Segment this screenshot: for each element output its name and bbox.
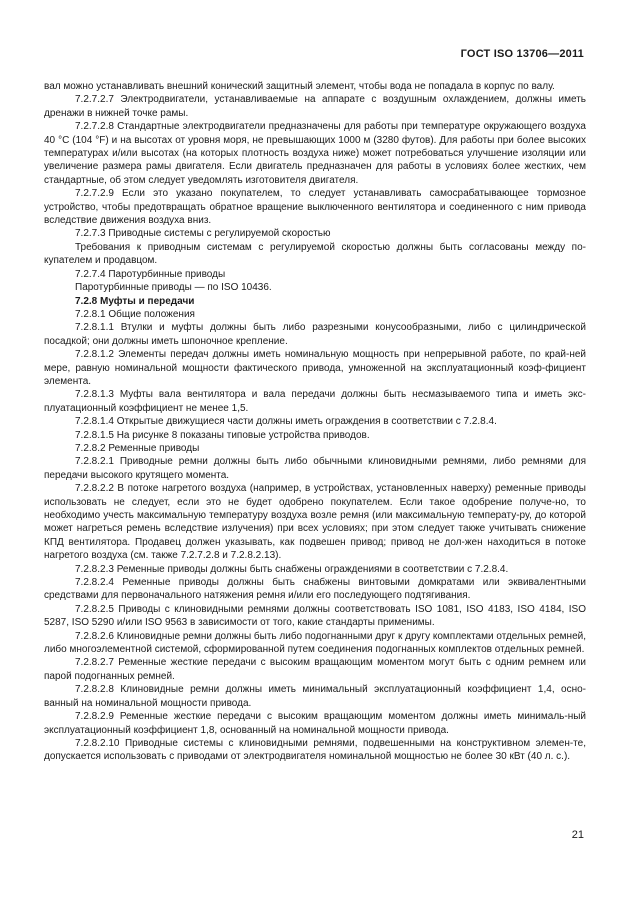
paragraph: 7.2.8.2.3 Ременные приводы должны быть снабжены ограждениями в соответствии с 7.2.8.4. xyxy=(75,563,509,575)
paragraph: 7.2.8.2.1 Приводные ремни должны быть либо обычными клиновидными ремнями, либо ремнями для передачи высокого крутящего момента. xyxy=(44,456,586,481)
paragraph: 7.2.8.1.4 Открытые движущиеся части должны иметь ограждения в соответствии с 7.2.8.4. xyxy=(75,416,497,428)
paragraph: 7.2.8.2.4 Ременные приводы должны быть снабжены винтовыми домкратами или эквивалентными средствами для первоначального натяжения ремня и/или его последующего подтягивания. xyxy=(44,577,586,602)
document-header: ГОСТ ISO 13706—2011 xyxy=(460,48,584,60)
paragraph: 7.2.8.2.7 Ременные жесткие передачи с высоким вращающим моментом могут быть с одним ремнем или парой подогнанных ремней. xyxy=(44,657,586,682)
paragraph: 7.2.8.2.5 Приводы с клиновидными ремнями должны соответствовать ISO 1081, ISO 4183, ISO 4184, ISO 5287, ISO 5290 и/или ISO 9563 в зависимости от того, какие стандарты применимы. xyxy=(44,603,586,629)
paragraph: 7.2.8.1.3 Муфты вала вентилятора и вала передачи должны быть несмазываемого типа и иметь экс-плуатационный коэффициент не менее 1,5. xyxy=(44,389,586,414)
paragraph: 7.2.8.2.8 Клиновидные ремни должны иметь минимальный эксплуатационный коэффициент 1,4, осно-ванный на номинальной мощности привода. xyxy=(44,684,586,709)
paragraph: 7.2.7.3 Приводные системы с регулируемой скоростью xyxy=(75,228,331,240)
paragraph: 7.2.7.2.8 Стандартные электродвигатели предназначены для работы при температуре окружающего воздуха 40 °С (104 °F) и на высотах от уровня моря, не превышающих 1000 м (3280 футов). Для работы при более высоких температурах и/или высотах (на которых плотность воздуха ниже) может потребоваться улучшение изоляции или увеличение размера рамы двигателя. Если двигатель предназначен для работы в условиях более жестких, чем стандартные, об этом следует уведомлять изготовителя двигателя. xyxy=(44,121,586,186)
paragraph: 7.2.8 Муфты и передачи xyxy=(75,295,195,307)
paragraph: 7.2.7.2.7 Электродвигатели, устанавливаемые на аппарате с воздушным охлаждением, должны иметь дренажи в нижней точке рамы. xyxy=(44,94,586,119)
paragraph: 7.2.8.1.1 Втулки и муфты должны быть либо разрезными конусообразными, либо с цилиндрической посадкой; они должны иметь шпоночное крепление. xyxy=(44,322,586,347)
paragraph: Паротурбинные приводы — по ISO 10436. xyxy=(75,282,272,294)
paragraph: 7.2.7.2.9 Если это указано покупателем, то следует устанавливать самосрабатывающее тормозное устройство, чтобы предотвращать обратное вращение выключенного вентилятора и соединенного с ним привода вследствие движения воздуха вниз. xyxy=(44,188,586,227)
paragraph: вал можно устанавливать внешний конический защитный элемент, чтобы вода не попадала в корпус по валу. xyxy=(44,81,555,92)
paragraph: 7.2.8.2.9 Ременные жесткие передачи с высоким вращающим моментом должны иметь минималь-ный эксплуатационный коэффициент 1,8, основанный на номинальной мощности привода. xyxy=(44,711,586,736)
paragraph: 7.2.8.1.2 Элементы передач должны иметь номинальную мощность при непрерывной работе, по край-ней мере, равную номинальной мощности фактического привода, умноженной на эксплуатационный коэф-фициент элемента. xyxy=(44,349,586,387)
document-body xyxy=(44,80,586,764)
paragraph: 7.2.8.1 Общие положения xyxy=(75,308,195,320)
paragraph: 7.2.8.1.5 На рисунке 8 показаны типовые устройства приводов. xyxy=(75,429,370,441)
page-number: 21 xyxy=(571,829,584,841)
paragraph: 7.2.7.4 Паротурбинные приводы xyxy=(75,268,226,280)
paragraph: 7.2.8.2.2 В потоке нагретого воздуха (например, в устройствах, установленных наверху) ременные приводы использовать не следует, если это не будет одобрено покупателем. Если такое одобрение получе-но, то необходимо учесть максимальную температуру воздуха возле ремня (или максимальную температу-ру, до которой может нагреться ремень вследствие излучения) при всех условиях; при этом следует также учитывать снижение КПД вентилятора. Продавец должен указывать, как подвешен привод; привод не дол-жен находиться в потоке нагретого воздуха (см. также 7.2.7.2.8 и 7.2.8.2.13). xyxy=(44,483,586,562)
paragraph: Требования к приводным системам с регулируемой скоростью должны быть согласованы между по-купателем и продавцом. xyxy=(44,241,586,267)
paragraph: 7.2.8.2 Ременные приводы xyxy=(75,442,200,454)
paragraph: 7.2.8.2.10 Приводные системы с клиновидными ремнями, подвешенными на конструктивном элемен-те, допускается использовать с приводами от электродвигателя номинальной мощностью не более 30 кВт (40 л. с.). xyxy=(44,737,586,763)
paragraph: 7.2.8.2.6 Клиновидные ремни должны быть либо подогнанными друг к другу комплектами отдельных ремней, либо многоэлементной системой, сформированной путем соединения подогнанных комплектов отдельных ремней. xyxy=(44,630,586,656)
